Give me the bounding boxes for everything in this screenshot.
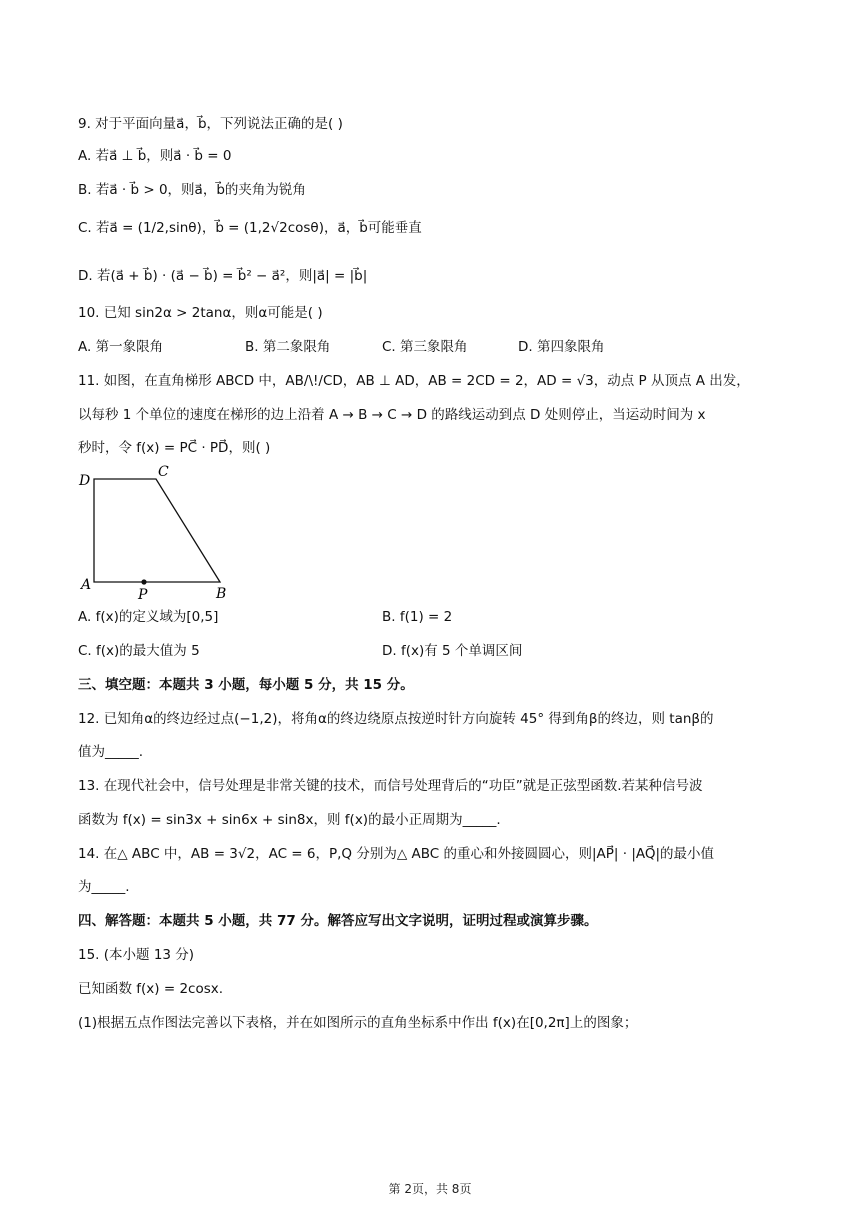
q10-option-d: D. 第四象限角 [518, 339, 605, 355]
q9-option-b: B. 若a⃗ · b⃗ > 0，则a⃗，b⃗的夹角为锐角 [78, 182, 306, 198]
label-c: C [158, 464, 169, 480]
q11-stem-line1: 11. 如图，在直角梯形 ABCD 中，AB/\!/CD，AB ⊥ AD，AB = 2CD = 2，AD = √3，动点 P 从顶点 A 出发， [78, 373, 750, 389]
q9-stem: 9. 对于平面向量a⃗，b⃗，下列说法正确的是( ) [78, 116, 343, 132]
q14-line2: 为_____. [78, 879, 130, 895]
q11-stem-line3: 秒时，令 f(x) = PC⃗ · PD⃗，则( ) [78, 440, 271, 456]
q11-option-c: C. f(x)的最大值为 5 [78, 643, 200, 659]
q11-option-b: B. f(1) = 2 [382, 609, 453, 625]
point-p-marker [141, 579, 146, 584]
q9-option-c: C. 若a⃗ = (1/2,sinθ)，b⃗ = (1,2√2cosθ)，a⃗，b⃗可能垂直 [78, 220, 422, 236]
q10-option-c: C. 第三象限角 [382, 339, 468, 355]
q13-line2: 函数为 f(x) = sin3x + sin6x + sin8x，则 f(x)的最小正周期为_____. [78, 812, 501, 828]
label-a: A [81, 577, 92, 593]
label-d: D [79, 473, 91, 489]
q10-option-a: A. 第一象限角 [78, 339, 164, 355]
trapezoid-figure [76, 462, 236, 604]
q10-option-b: B. 第二象限角 [245, 339, 331, 355]
q15-given: 已知函数 f(x) = 2cosx. [78, 981, 224, 997]
q9-option-d: D. 若(a⃗ + b⃗) · (a⃗ − b⃗) = b⃗² − a⃗²，则|a⃗| = |b⃗| [78, 268, 368, 284]
q10-stem: 10. 已知 sin2α > 2tanα，则α可能是( ) [78, 305, 323, 321]
q13-line1: 13. 在现代社会中，信号处理是非常关键的技术，而信号处理背后的“功臣”就是正弦型函数.若某种信号波 [78, 778, 703, 794]
q11-option-a: A. f(x)的定义域为[0,5] [78, 609, 219, 625]
q11-stem-line2: 以每秒 1 个单位的速度在梯形的边上沿着 A → B → C → D 的路线运动到点 D 处则停止，当运动时间为 x [78, 407, 706, 423]
q12-line2: 值为_____. [78, 744, 144, 760]
section3-heading: 三、填空题：本题共 3 小题，每小题 5 分，共 15 分。 [78, 677, 414, 693]
label-p: P [138, 587, 148, 603]
q14-line1: 14. 在△ ABC 中，AB = 3√2，AC = 6，P,Q 分别为△ ABC 的重心和外接圆圆心，则|AP⃗| · |AQ⃗|的最小值 [78, 846, 715, 862]
q15-head: 15. (本小题 13 分) [78, 947, 195, 963]
q11-option-d: D. f(x)有 5 个单调区间 [382, 643, 523, 659]
page-footer: 第 2页，共 8页 [388, 1182, 472, 1196]
q12-line1: 12. 已知角α的终边经过点(−1,2)，将角α的终边绕原点按逆时针方向旋转 45° 得到角β的终边，则 tanβ的 [78, 711, 714, 727]
label-b: B [216, 586, 227, 602]
q15-part1: (1)根据五点作图法完善以下表格，并在如图所示的直角坐标系中作出 f(x)在[0,2π]上的图象； [78, 1015, 638, 1031]
section4-heading: 四、解答题：本题共 5 小题，共 77 分。解答应写出文字说明，证明过程或演算步骤。 [78, 913, 598, 929]
trapezoid-shape [94, 479, 220, 582]
q9-option-a: A. 若a⃗ ⊥ b⃗，则a⃗ · b⃗ = 0 [78, 148, 232, 164]
